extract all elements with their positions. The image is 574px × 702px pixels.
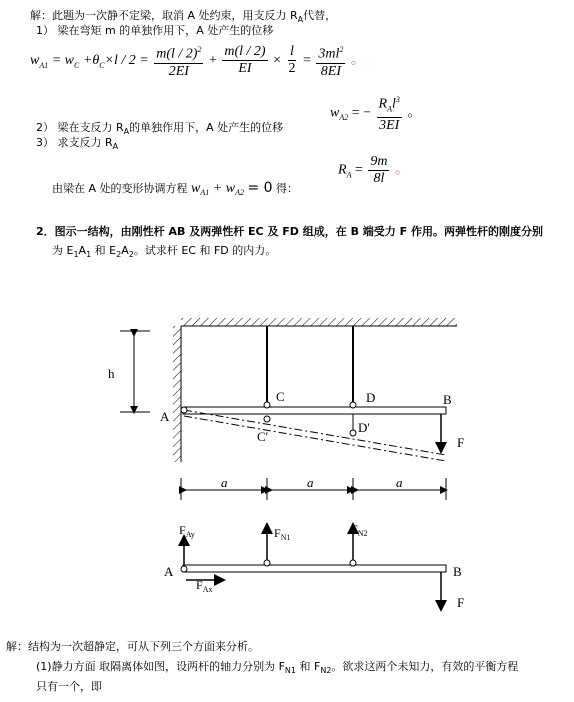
compat-plus: + w (212, 181, 236, 196)
compat-s1: A1 (200, 188, 210, 198)
deflected-line-2 (184, 416, 446, 461)
fbd-fn1-sub: N1 (280, 533, 291, 542)
eq1-f1-num: m(l / 2) (156, 46, 198, 62)
p2-b3s: 2 (116, 250, 122, 260)
compat-end: = 0 (247, 180, 273, 196)
label-a1: a (221, 475, 228, 490)
eq1-f1-sup: 2 (197, 45, 202, 54)
eq1-lhs-sub: A1 (39, 60, 49, 70)
label-d: D (366, 390, 376, 405)
static-s1: N1 (284, 666, 296, 676)
p2-b1: 为 E (52, 244, 74, 257)
eq3-lhs: R (338, 162, 347, 178)
eq2-num-sub: A (387, 104, 392, 114)
step3-sub: A (112, 142, 119, 152)
eq1-lhs: w (30, 53, 40, 69)
pin-c (264, 402, 270, 408)
static-s2: N2 (320, 666, 332, 676)
fbd-pin-d (350, 560, 356, 566)
static-line2: 只有一个，即 (36, 680, 102, 693)
static-a: (1)静力方面 取隔离体如图，设两杆的轴力分别为 F (36, 660, 285, 673)
eq2-eq: = − (351, 105, 372, 121)
eq1-f1-den: 2EI (168, 63, 189, 79)
compat-s2: A2 (235, 188, 244, 198)
label-a: A (160, 409, 170, 424)
eq2-lhs: w (330, 105, 340, 121)
step2-sub: A (123, 127, 130, 137)
fbd-fn1-main: F (274, 526, 281, 540)
label-b: B (443, 392, 452, 407)
label-c-prime: C' (257, 429, 269, 444)
eq1-part2: = w (51, 53, 75, 69)
fbd-label-a: A (164, 564, 174, 579)
pin-a (181, 407, 187, 413)
fbd-pin-a (181, 566, 187, 572)
eq3-num: 9m (370, 154, 388, 169)
eq3-dot: 。 (394, 162, 409, 178)
step3-text: 3） 求支反力 R (36, 136, 113, 149)
fbd-fay-sub: Ay (185, 530, 195, 539)
eq1-part3-sub: C (99, 60, 105, 70)
eq1-plus: + (208, 53, 217, 69)
eq1-times: × (273, 53, 281, 69)
fbd-fn2-main: F (351, 522, 358, 536)
fbd-fax-sub: Ax (202, 585, 213, 594)
p2-b5: 。试求杆 EC 和 FD 的内力。 (133, 244, 277, 257)
eq1-part3: +θ (82, 53, 100, 69)
eq3-den: 8l (373, 171, 385, 186)
eq2-den: 3EI (379, 118, 400, 134)
step2-text: 2） 梁在支反力 R (36, 121, 124, 134)
p2-b2s: 1 (86, 250, 92, 260)
fbd-label-fn1 (274, 526, 290, 542)
eq1-f2-den: EI (238, 61, 252, 77)
fbd-label-fn2 (351, 522, 367, 538)
fbd-beam (183, 565, 446, 572)
ceiling-hatch (181, 318, 457, 326)
eq2-lhs-sub: A2 (339, 113, 349, 123)
compat-text: 由梁在 A 处的变形协调方程 (52, 182, 188, 195)
label-c: C (276, 389, 285, 404)
pin-d-prime (350, 430, 356, 436)
problem2-line1: 2．图示一结构，由刚性杆 AB 及两弹性杆 EC 及 FD 组成，在 B 端受力 F 作用。两弹性杆的刚度分别 (36, 225, 543, 238)
eq1-f3-num: l (290, 44, 294, 60)
eq1-f3-den: 2 (288, 61, 296, 77)
fbd-pin-c (264, 560, 270, 566)
solution-line: 解：结构为一次超静定，可从下列三个方面来分析。 (6, 640, 259, 653)
step2-end: 的单独作用下，A 处产生的位移 (129, 121, 284, 134)
eq1-f2-num: m(l / 2) (224, 44, 266, 60)
compat-de: 得： (276, 182, 299, 195)
pin-d (350, 402, 356, 408)
p2-b4s: 2 (128, 250, 134, 260)
deflected-line-1 (184, 410, 446, 455)
pin-c-prime (264, 416, 270, 422)
fbd-fay-main: F (179, 523, 186, 537)
wall-hatch (173, 326, 181, 462)
label-h: h (108, 366, 115, 381)
eq1-f4-den: 8EI (320, 63, 341, 79)
intro-end: 代替， (303, 9, 337, 22)
eq2-dot: 。 (407, 105, 422, 121)
fbd-fn2-sub: N2 (357, 529, 368, 538)
p2-b1s: 1 (73, 250, 79, 260)
eq3-eq: = (354, 162, 363, 178)
intro-sub: A (297, 15, 304, 25)
label-d-prime: D' (358, 420, 370, 435)
eq1-eq: = (302, 53, 311, 69)
static-b: 和 F (295, 660, 321, 673)
eq1-f4-sup: 2 (339, 45, 344, 54)
p2-b3: 和 E (91, 244, 117, 257)
fbd-label-b: B (453, 564, 462, 579)
p2-b4: A (121, 244, 129, 257)
static-c: 。欲求这两个未知力，有效的平衡方程 (331, 660, 519, 673)
label-a2: a (307, 475, 314, 490)
static-line1 (36, 660, 518, 678)
eq1-dot: 。 (350, 53, 365, 69)
fbd-label-f: F (457, 595, 465, 610)
eq1-part4: ×l / 2 = (104, 53, 149, 69)
eq2-num-sup: 3 (395, 95, 400, 104)
label-f: F (457, 435, 465, 450)
label-a3: a (396, 475, 403, 490)
eq1-part2-sub: C (74, 60, 80, 70)
fbd-label-fay (179, 523, 195, 539)
p2-b2: A (78, 244, 87, 257)
eq1-f4-num: 3ml (318, 46, 340, 62)
fbd-fax-main: F (196, 578, 203, 592)
beam-ab (183, 407, 446, 414)
eq3-lhs-sub: A (346, 170, 352, 180)
compat-w1: w (191, 181, 201, 196)
intro-text: 解：此题为一次静不定梁，取消 A 处约束，用支反力 R (30, 9, 298, 22)
eq2-num: R (378, 96, 388, 112)
step1-line: 1） 梁在弯矩 m 的单独作用下，A 处产生的位移 (36, 24, 274, 37)
eq2-num-end: l (391, 96, 396, 112)
